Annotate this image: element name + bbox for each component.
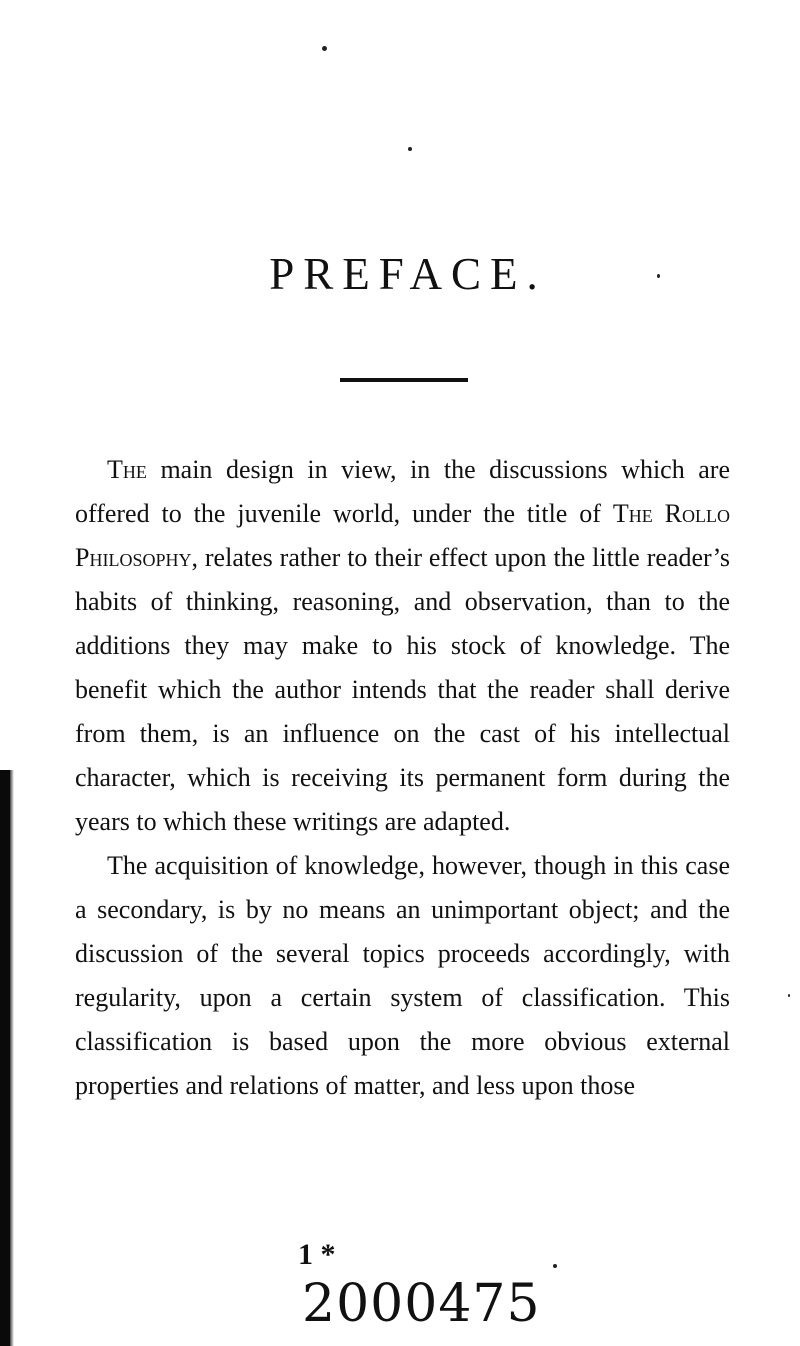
paragraph-lead-caps: The <box>107 455 147 484</box>
body-text <box>75 448 730 1108</box>
scan-speck <box>408 147 412 151</box>
scan-speck <box>788 994 790 997</box>
page-title: PREFACE. <box>269 249 547 299</box>
scan-speck <box>322 46 327 51</box>
paragraph-2: The acquisition of knowledge, however, though in this case a secondary, is by no means an unimportant object; and the discussion of the several topics proceeds accordingly, with regularity, upon a certain system of classification. This classification is based upon the more obvious external properties and relations of matter, and less upon those <box>75 851 730 1100</box>
series-title: The Rollo Philosophy <box>75 499 730 572</box>
scan-speck <box>553 1264 557 1268</box>
paragraph-1 <box>75 448 730 844</box>
paragraph-1-text-after: , relates rather to their effect upon the little reader’s habits of thinking, reasoning, and observation, than to the additions they may make to his stock of knowledge. The benefit which the author intends that the reader shall derive from them, is an influence on the cast of his intellectual character, which is receiving its permanent form during the years to which these writings are adapted. <box>75 543 730 836</box>
binding-edge <box>10 770 14 1346</box>
page-folio: 1 * <box>298 1238 336 1271</box>
library-stamp-number: 2000475 <box>302 1274 541 1334</box>
paragraph-1-text-before: main design in view, in the discussions which are offered to the juvenile world, under the title of <box>75 455 730 528</box>
title-rule <box>340 378 468 382</box>
binding-shadow <box>0 770 10 1346</box>
